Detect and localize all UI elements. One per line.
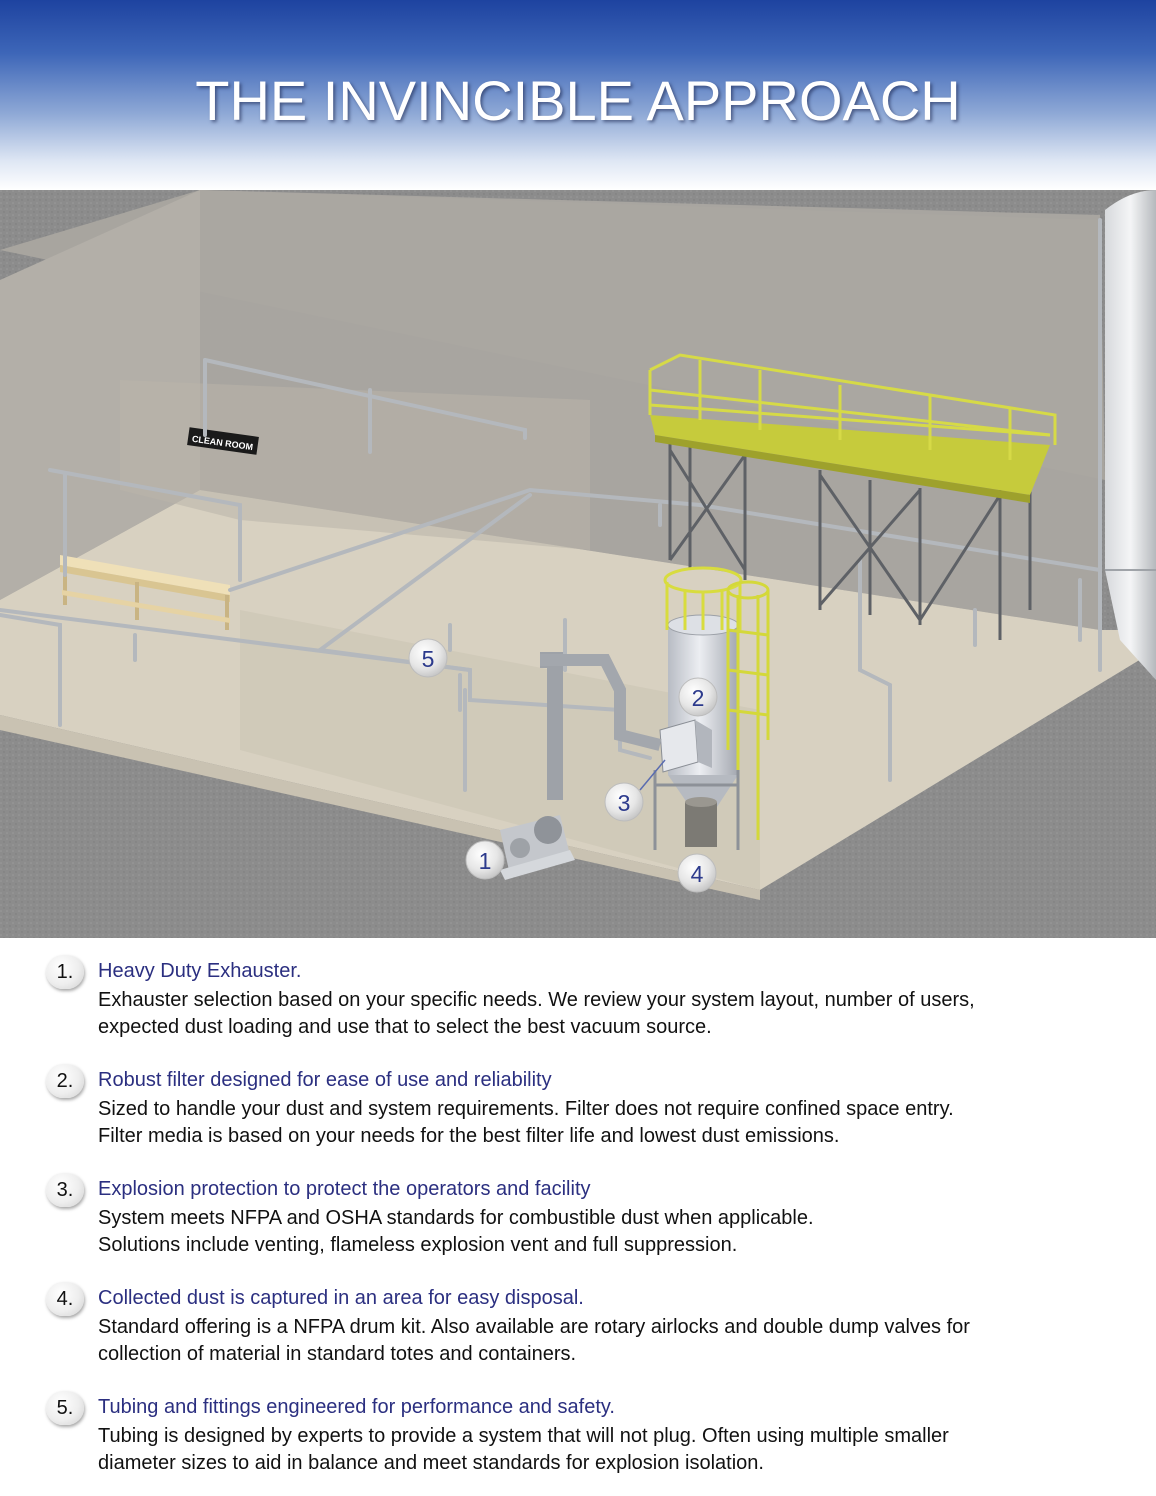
item-description-line: Standard offering is a NFPA drum kit. Also available are rotary airlocks and double dump valves for: [98, 1316, 970, 1338]
marker-5-label: 5: [421, 646, 435, 672]
item-description-line: Filter media is based on your needs for the best filter life and lowest dust emissions.: [98, 1125, 840, 1147]
facility-illustration: [0, 190, 1156, 938]
item-description: [98, 1314, 1138, 1368]
item-heading: Explosion protection to protect the operators and facility: [98, 1178, 591, 1200]
clean-room-sign-text: CLEAN ROOM: [191, 433, 254, 453]
item-description-line: collection of material in standard totes and containers.: [98, 1343, 577, 1365]
marker-2: [679, 678, 717, 716]
item-description-line: Tubing is designed by experts to provide a system that will not plug. Often using multiple smaller: [98, 1425, 949, 1447]
item-heading: Robust filter designed for ease of use and reliability: [98, 1069, 552, 1091]
item-description-line: Sized to handle your dust and system requirements. Filter does not require confined space entry.: [98, 1098, 954, 1120]
item-number-badge: 2.: [46, 1064, 84, 1098]
item-number-badge: 5.: [46, 1391, 84, 1425]
item-description: [98, 987, 1138, 1041]
item-description-line: Solutions include venting, flameless explosion vent and full suppression.: [98, 1234, 738, 1256]
item-number-badge: 3.: [46, 1173, 84, 1207]
header-banner: [0, 0, 1156, 190]
item-heading: Collected dust is captured in an area for easy disposal.: [98, 1287, 584, 1309]
marker-3: [605, 783, 643, 821]
marker-4: [678, 854, 716, 892]
item-heading: Heavy Duty Exhauster.: [98, 960, 302, 982]
item-number-badge: 1.: [46, 955, 84, 989]
item-description-line: diameter sizes to aid in balance and meet standards for explosion isolation.: [98, 1452, 764, 1474]
marker-3-label: 3: [617, 790, 631, 816]
marker-2-label: 2: [691, 685, 705, 711]
marker-5: [409, 639, 447, 677]
item-description-line: expected dust loading and use that to select the best vacuum source.: [98, 1016, 712, 1038]
page-title: THE INVINCIBLE APPROACH: [195, 69, 961, 132]
item-description-line: Exhauster selection based on your specific needs. We review your system layout, number of users,: [98, 989, 975, 1011]
marker-1: [466, 841, 504, 879]
item-description: [98, 1205, 1138, 1259]
item-heading: Tubing and fittings engineered for performance and safety.: [98, 1396, 615, 1418]
item-number-badge: 4.: [46, 1282, 84, 1316]
marker-1-label: 1: [478, 848, 492, 874]
item-description-line: System meets NFPA and OSHA standards for combustible dust when applicable.: [98, 1207, 814, 1229]
item-description: [98, 1423, 1138, 1477]
item-description: [98, 1096, 1138, 1150]
marker-4-label: 4: [690, 861, 704, 887]
